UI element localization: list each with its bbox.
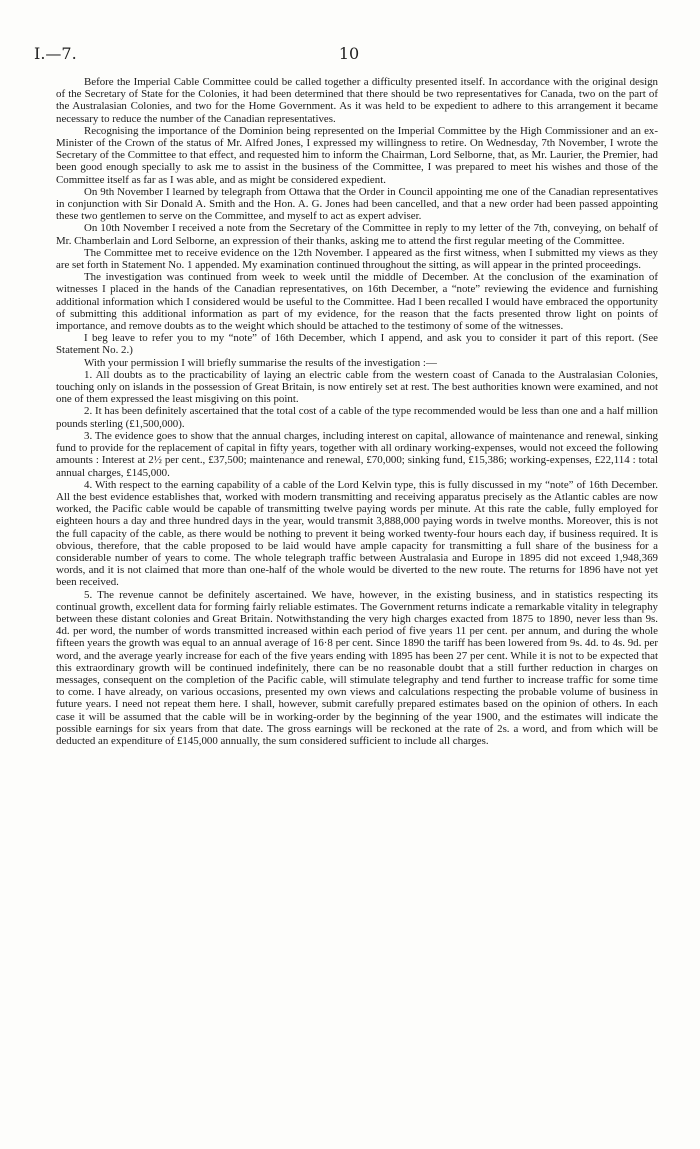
paragraph: I beg leave to refer you to my “note” of 16th December, which I append, and ask you to consider it part of this report. (See Statement No. 2.): [56, 332, 658, 357]
paragraph: With your permission I will briefly summarise the results of the investigation :—: [84, 356, 437, 369]
paragraph: The Committee met to receive evidence on the 12th November. I appeared as the first witness, when I submitted my views as they are set forth in Statement No. 1 appended. My examination continued throughout the sitting, as will appear in the printed proceedings.: [56, 246, 658, 272]
paragraph: 1. All doubts as to the practicability of laying an electric cable from the western coast of Canada to the Australasian Colonies, touching only on islands in the possession of Great Britain, is now entirely set at rest. The best authorities known were examined, and not one of them expressed the least misgiving on this point.: [56, 368, 658, 406]
report-body: [56, 76, 658, 747]
paragraph: Before the Imperial Cable Committee could be called together a difficulty presented itself. In accordance with the original design of the Secretary of State for the Colonies, it had been determined that there should be two representatives for Canada, two on the part of the Australasian Colonies, and two for the Home Government. As it was held to be expedient to adhere to this arrangement it became necessary to reduce the number of the Canadian representatives.: [56, 76, 658, 125]
paragraph: 3. The evidence goes to show that the annual charges, including interest on capital, allowance of maintenance and renewal, sinking fund to provide for the replacement of capital in fifty years, together with all ordinary working-expenses, would not exceed the following amounts : Interest at 2½ per cent., £37,500; maintenance and renewal, £70,000; sinking fund, £15,386; working-expenses, £22,114 : total annual charges, £145,000.: [56, 429, 658, 479]
paragraph: 4. With respect to the earning capability of a cable of the Lord Kelvin type, this is fully discussed in my “note” of 16th December. All the best evidence establishes that, worked with modern transmitting and receiving apparatus precisely as the Atlantic cables are now worked, the Pacific cable would be capable of transmitting twelve paying words per minute. At this rate the cable, fully employed for eighteen hours a day and three hundred days in the year, would transmit 3,888,000 paying words in twelve months. Moreover, this is not the full capacity of the cable, as there would be nothing to prevent it being worked twenty-four hours each day, if business required. It is obvious, therefore, that the cable proposed to be laid would have ample capacity for transmitting a full share of the business for a considerable number of years to come. The whole telegraph traffic between Australasia and Europe in 1895 did not exceed 1,948,369 words, and it is not claimed that more than one-half of the whole would be diverted to the new route. The returns for 1896 have not yet been received.: [56, 478, 658, 589]
page-header: [34, 44, 664, 66]
paragraph: On 9th November I learned by telegraph from Ottawa that the Order in Council appointing me one of the Canadian representatives in conjunction with Sir Donald A. Smith and the Hon. A. G. Jones had been cancelled, and that a new order had been passed appointing these two gentlemen to serve on the Committee, and myself to act as expert adviser.: [56, 185, 658, 223]
page-number: 10: [338, 44, 360, 63]
paragraph: The investigation was continued from week to week until the middle of December. At the conclusion of the examination of witnesses I placed in the hands of the Canadian representatives, on 16th December, a “note” reviewing the evidence and furnishing additional information which I considered would be useful to the Committee. Had I been recalled I would have embraced the opportunity of submitting this additional information as part of my evidence, for the reason that the facts presented throw light on points of importance, and remove doubts as to the weight which should be attached to the testimony of some of the witnesses.: [56, 271, 658, 333]
document-reference: I.—7.: [34, 44, 77, 63]
paragraph: On 10th November I received a note from the Secretary of the Committee in reply to my letter of the 7th, conveying, on behalf of Mr. Chamberlain and Lord Selborne, an expression of their thanks, asking me to attend the first regular meeting of the Committee.: [56, 222, 658, 247]
paragraph: Recognising the importance of the Dominion being represented on the Imperial Committee by the High Commissioner and an ex-Minister of the Crown of the status of Mr. Alfred Jones, I expressed my willingness to retire. On Wednesday, 7th November, I wrote the Secretary of the Committee to that effect, and requested him to inform the Chairman, Lord Selborne, that, as Mr. Laurier, the Premier, had been good enough specially to ask me to assist in the business of the Committee, I was prepared to meet his wishes and those of the Committee itself as far as I was able, and as might be considered expedient.: [56, 124, 658, 186]
paragraph: 2. It has been definitely ascertained that the total cost of a cable of the type recommended would be less than one and a half million pounds sterling (£1,500,000).: [56, 405, 658, 430]
paragraph: 5. The revenue cannot be definitely ascertained. We have, however, in the existing business, and in statistics respecting its continual growth, excellent data for forming fairly reliable estimates. The Government returns indicate a remarkable vitality in telegraphy between these distant colonies and Great Britain. Notwithstanding the very high charges exacted from 1875 to 1890, never less than 9s. 4d. per word, the number of words transmitted increased within each period of five years 11 per cent. per annum, and during the whole fifteen years the growth was equal to an annual average of 16·8 per cent. Since 1890 the tariff has been lowered from 9s. 4d. to 4s. 9d. per word, and the average yearly increase for each of the five years ending with 1895 has been 27 per cent. While it is not to be expected that this extraordinary growth will be continued indefinitely, there can be no reasonable doubt that a still further reduction in charges on messages, consequent on the completion of the Pacific cable, will stimulate telegraphy and tend further to increase traffic for some time to come. I have already, on various occasions, presented my own views and calculations respecting the probable volume of business in future years. I need not repeat them here. I shall, however, submit carefully prepared estimates based on the opinion of others. In each case it will be assumed that the cable will be in working-order by the beginning of the year 1900, and the estimates will indicate the possible earnings for six years from that date. The gross earnings will be reckoned at the rate of 2s. a word, and from which will be deducted an expenditure of £145,000 annually, the sum considered sufficient to include all charges.: [56, 588, 658, 747]
